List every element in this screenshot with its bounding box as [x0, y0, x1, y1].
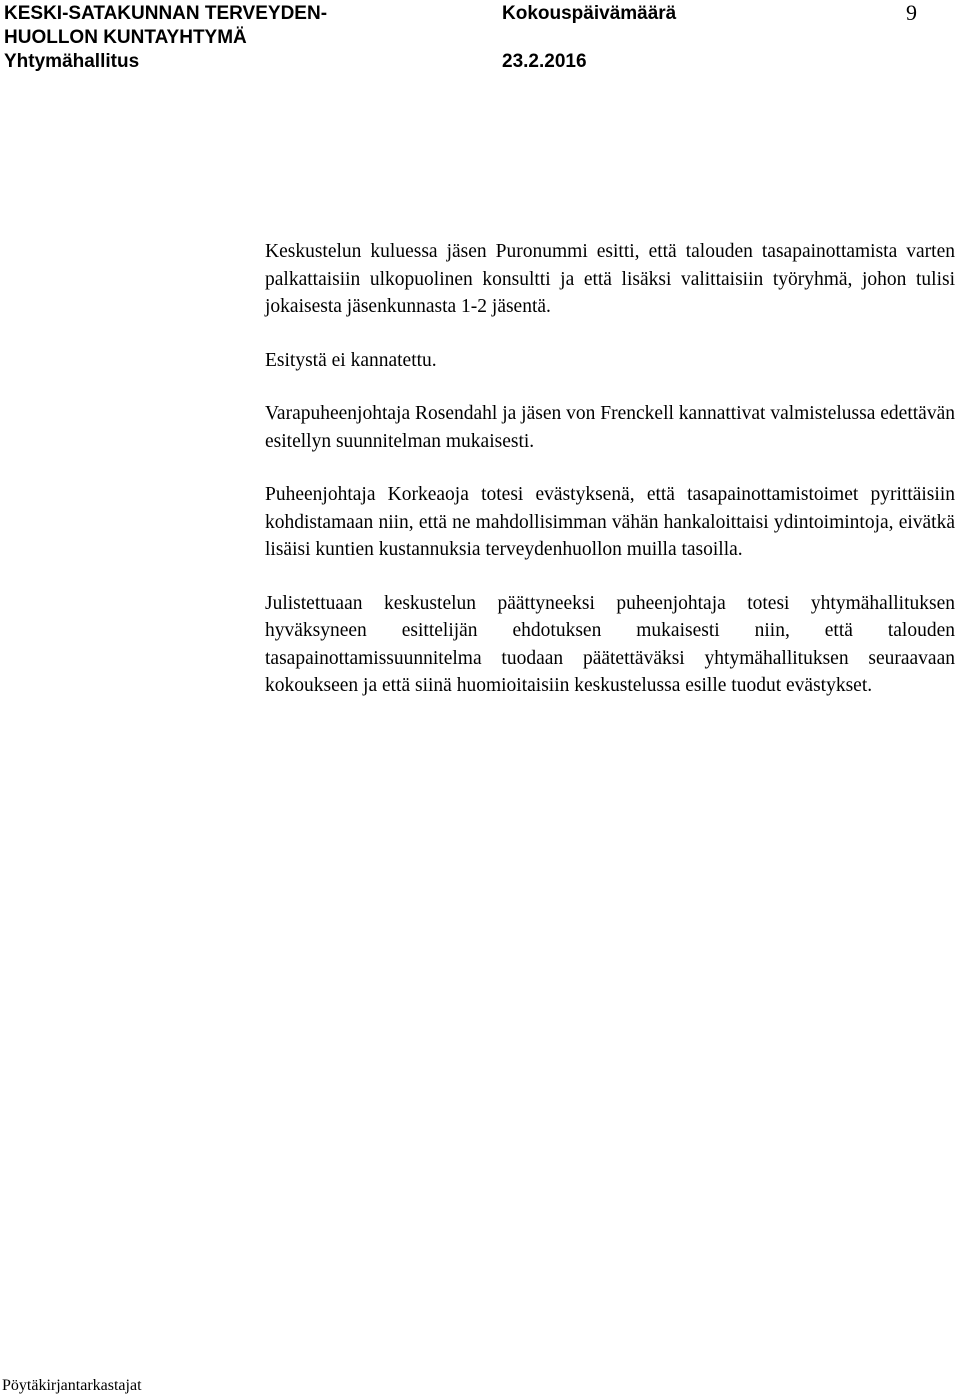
- paragraph-chair-guidance: Puheenjohtaja Korkeaoja totesi evästyksenä, että tasapainottamistoimet pyrittäisiin kohdistamaan niin, että ne mahdollisimman vähän hankaloittaisi ydintoimintoja, eivätkä lisäisi kuntien kustannuksia terveydenhuollon muilla tasoilla.: [265, 484, 955, 560]
- paragraph-proposal: Keskustelun kuluessa jäsen Puronummi esitti, että talouden tasapainottamista varten palkattaisiin ulkopuolinen konsultti ja että lisäksi valittaisiin työryhmä, johon tulisi jokaisesta jäsenkunnasta 1-2 jäsentä.: [265, 241, 955, 317]
- organization-name-line2: HUOLLON KUNTAYHTYMÄ: [4, 27, 247, 48]
- page-number: 9: [906, 0, 917, 25]
- meeting-date-value: 23.2.2016: [502, 51, 587, 72]
- paragraph-support: Varapuheenjohtaja Rosendahl ja jäsen von Frenckell kannattivat valmistelussa edettävän esitellyn suunnitelman mukaisesti.: [265, 403, 955, 452]
- organization-name-line1: KESKI-SATAKUNNAN TERVEYDEN-: [4, 3, 328, 24]
- minutes-body: [265, 238, 955, 726]
- governing-body-name: Yhtymähallitus: [4, 51, 140, 72]
- paragraph-decision: Julistettuaan keskustelun päättyneeksi puheenjohtaja totesi yhtymähallituksen hyväksyneen esittelijän ehdotuksen mukaisesti niin, että talouden tasapainottamissuunnitelma tuodaan päätettäväksi yhtymähallituksen seuraavaan kokoukseen ja että siinä huomioitaisiin keskustelussa esille tuodut evästykset.: [265, 592, 955, 696]
- paragraph-not-seconded: Esitystä ei kannatettu.: [265, 349, 437, 371]
- meeting-date-label: Kokouspäivämäärä: [502, 3, 677, 24]
- footer-minutes-checkers: Pöytäkirjantarkastajat: [2, 1377, 142, 1394]
